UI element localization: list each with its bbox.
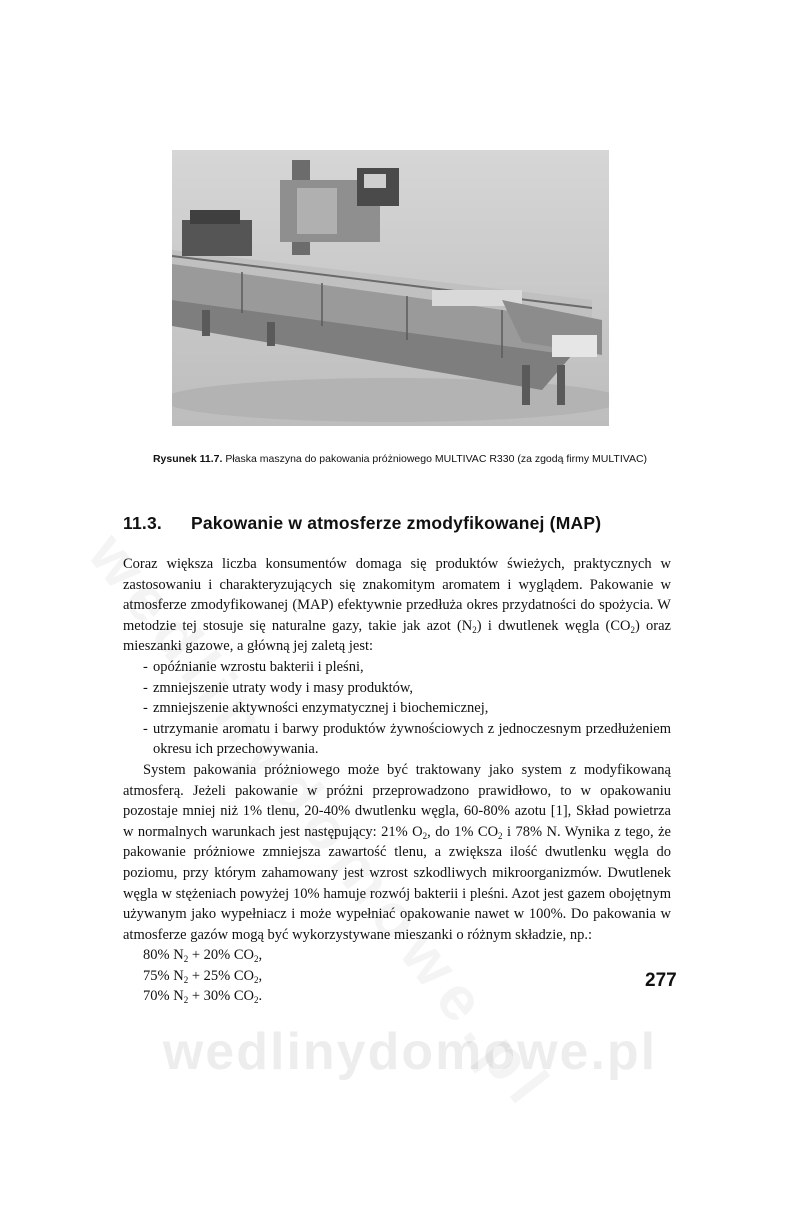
watermark-bottom: wedlinydomowe.pl: [162, 1023, 658, 1081]
caption-text: Płaska maszyna do pakowania próżniowego MULTIVAC R330 (za zgodą firmy MULTIVAC): [225, 453, 648, 465]
figure-photo: [172, 150, 609, 426]
gas-mixture: 80% $N_2 + 20\%$ $CO_2$,: [143, 947, 263, 965]
section-heading: [123, 513, 683, 534]
packaging-machine-illustration: [172, 150, 609, 426]
section-title: Pakowanie w atmosferze zmodyfikowanej (MAP): [191, 513, 602, 533]
paragraph-vacuum: System pakowania próżniowego może być traktowany jako system z modyfikowaną atmosferą. Jeżeli pakowanie w próżni przeprowadzono prawidłowo, to w opakowaniu pozostaje mniej niż 1% tlenu, 20-40% dwutlenku węgla, 60-80% azotu [1], Skład powietrza w normalnych warunkach jest następujący: 21% $O_2$, do 1% $CO_2$ i 78% N. Wynika z tego, że pakowanie próżniowe zmniejsza zawartość tlenu, a zwiększa ilość dwutlenku węgla do poziomu, przy którym zahamowany jest wzrost szkodliwych mikroorganizmów. Dwutlenek węgla w stężeniach powyżej 10% hamuje rozwój bakterii i pleśni. Azot jest gazem obojętnym używanym jako wypełniacz i może wypełniać opakowanie nawet w 100%. Do pakowania w atmosferze gazów mogą być wykorzystywane mieszanki o różnym składzie, np.:: [123, 761, 671, 943]
gas-mixture: 75% $N_2 + 25\%$ $CO_2$,: [143, 967, 263, 985]
list-item: - opóźnianie wzrostu bakterii i pleśni,: [143, 658, 364, 675]
figure-caption: [140, 451, 660, 468]
page-number: 277: [645, 970, 677, 991]
section-number: 11.3.: [123, 513, 162, 533]
caption-label: Rysunek 11.7.: [152, 453, 223, 465]
paragraph-intro: Coraz większa liczba konsumentów domaga się produktów świeżych, praktycznych w zastosowaniu i charakteryzujących się znakomitym aromatem i wyglądem. Pakowanie w atmosferze zmodyfikowanej (MAP) efektywnie przedłuża okres przydatności do spożycia. W metodzie tej stosuje się naturalne gazy, takie jak azot $(N_2)$ i dwutlenek węgla $(CO_2)$ oraz mieszanki gazowe, a główną jej zaletą jest:: [123, 556, 671, 655]
list-item: - utrzymanie aromatu i barwy produktów żywnościowych z jednoczesnym przedłużeniem okresu ich przechowywania.: [143, 720, 671, 758]
list-item: - zmniejszenie utraty wody i masy produktów,: [143, 679, 414, 696]
gas-mixture: 70% $N_2 + 30\%$ $CO_2$.: [143, 988, 263, 1006]
list-item: - zmniejszenie aktywności enzymatycznej i biochemicznej,: [143, 700, 489, 717]
